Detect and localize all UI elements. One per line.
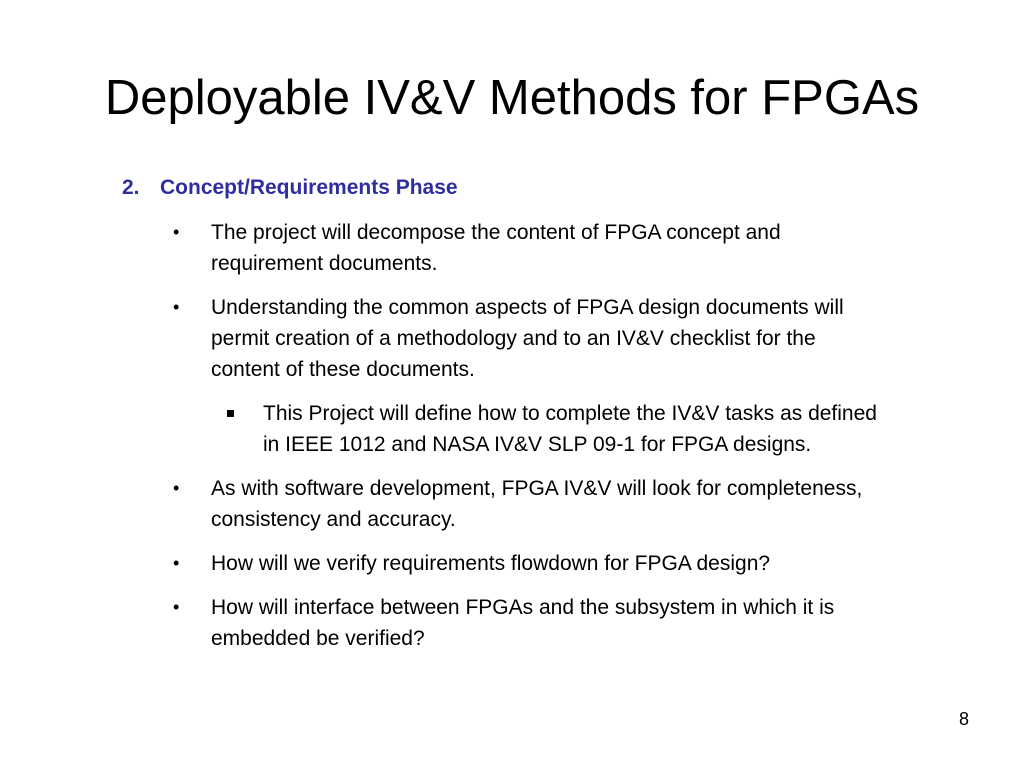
section-heading [122, 172, 902, 204]
bullet-text: The project will decompose the content of FPGA concept and requirement documents. [211, 221, 781, 275]
sub-bullet-text: This Project will define how to complete the IV&V tasks as defined in IEEE 1012 and NASA IV&V SLP 09-1 for FPGA designs. [263, 402, 877, 456]
page-number: 8 [958, 709, 969, 729]
bullet-item [173, 292, 879, 385]
bullet-icon: • [173, 553, 180, 573]
bullet-icon: • [173, 597, 180, 617]
bullet-text: How will we verify requirements flowdown for FPGA design? [211, 552, 771, 575]
bullet-text: Understanding the common aspects of FPGA design documents will permit creation of a methodology and to an IV&V checklist for the content of these documents. [211, 296, 844, 381]
bullet-icon: • [173, 297, 180, 317]
section-number: 2. [122, 176, 140, 199]
bullet-icon: • [173, 478, 180, 498]
square-bullet-icon [227, 410, 234, 417]
section-title: Concept/Requirements Phase [160, 176, 458, 199]
bullet-icon: • [173, 222, 180, 242]
bullet-text: As with software development, FPGA IV&V will look for completeness, consistency and accuracy. [211, 477, 863, 531]
bullet-text: How will interface between FPGAs and the subsystem in which it is embedded be verified? [211, 596, 835, 650]
slide-title: Deployable IV&V Methods for FPGAs [104, 71, 920, 125]
bullet-item [173, 548, 879, 579]
bullet-item [173, 473, 879, 535]
bullet-item [173, 592, 879, 654]
bullet-item [173, 217, 879, 279]
sub-bullet-item [263, 398, 893, 460]
slide-content [122, 172, 902, 667]
